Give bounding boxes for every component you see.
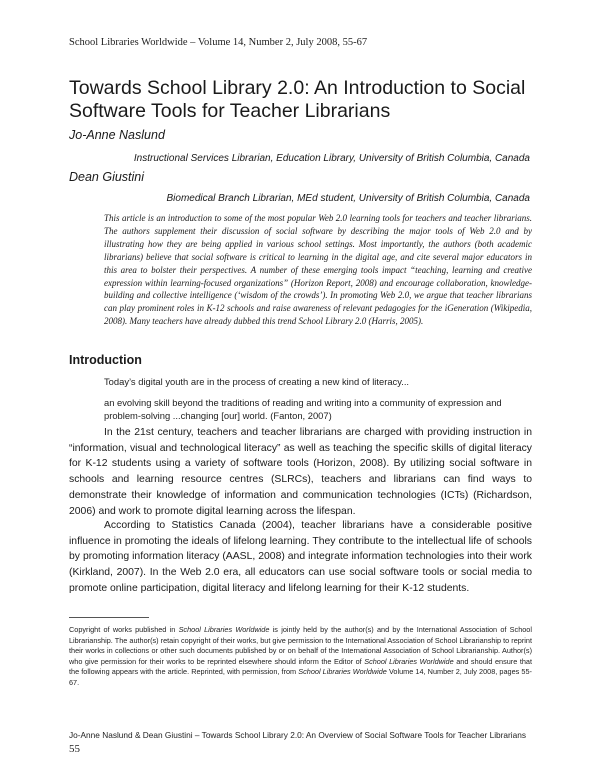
author-affiliation: Biomedical Branch Librarian, MEd student, University of British Columbia, Canada bbox=[166, 193, 530, 204]
copyright-text: Copyright of works published in bbox=[69, 625, 179, 634]
running-head: School Libraries Worldwide – Volume 14, Number 2, July 2008, 55-67 bbox=[69, 37, 368, 48]
copyright-text: and should ensure that the following appears with the article. Reprinted, with permission, from bbox=[69, 656, 532, 677]
article-title: Towards School Library 2.0: An Introduction to Social Software Tools for Teacher Librarians bbox=[69, 77, 526, 122]
section-heading: Introduction bbox=[69, 353, 142, 367]
body-paragraph: In the 21st century, teachers and teacher librarians are charged with providing instruction in “information, visual and technological literacy” as well as teaching the specific skills of digital literacy for K-12 students using a variety of software tools (Horizon, 2008). By utilizing social software in schools and learning resource centres (SLRCs), teachers and librarians can find ways to demonstrate their knowledge of information and communication technologies (ICTs) (Richardson, 2006) and work to promote digital learning across the lifespan. bbox=[69, 427, 532, 517]
abstract: This article is an introduction to some of the most popular Web 2.0 learning tools for teachers and teacher librarians. The authors supplement their discussion of social software by describing the major tools of Web 2.0 and by illustrating how they are being applied in various school settings. Most importantly, the authors (both academic librarians) believe that social software is critical to learning in the digital age, and cite several major educators in this area to bolster their perspectives. A number of these emerging tools impact “teaching, learning and creative expression within learning-focused organizations” (Horizon Report, 2008) and encourage collaboration, knowledge-building and collective intelligence (‘wisdom of the crowds’). In promoting Web 2.0, we argue that teacher librarians can play prominent roles in K-12 schools and raise awareness of relevant pedagogies for the iGeneration (Wikipedia, 2008). Many teachers have already dubbed this trend School Library 2.0 (Harris, 2005). bbox=[104, 213, 532, 327]
body-paragraph: According to Statistics Canada (2004), teacher librarians have a considerable positive influence in promoting the ideals of lifelong learning. They contribute to the intellectual life of schools by promoting information literacy (AASL, 2008) and integrate information technologies into their work (Kirkland, 2007). In the Web 2.0 era, all educators can use social software tools or social media to promote online participation, digital literacy and lifelong learning for their K-12 students. bbox=[69, 520, 532, 594]
copyright-notice bbox=[69, 625, 532, 689]
author-name: Jo-Anne Naslund bbox=[69, 128, 165, 142]
journal-name: School Libraries Worldwide bbox=[364, 656, 454, 666]
footnote-divider bbox=[69, 617, 149, 618]
epigraph-quote: an evolving skill beyond the traditions of reading and writing into a community of expression and problem-solving ...changing [our] world. (Fanton, 2007) bbox=[104, 397, 502, 421]
copyright-text: Volume 14, Number 2, July 2008, pages 55-67. bbox=[69, 667, 532, 687]
author-name: Dean Giustini bbox=[69, 170, 145, 184]
copyright-text: is jointly held by the author(s) and by the International Association of School Librarianship. The author(s) retain copyright of their works, but give permission to the International Association of School Librarianship to reprint their works in collections or other such documents published by or on behalf of the International Association of School Librarianship. Author(s) who give permission for their works to be reprinted elsewhere should inform the Editor of bbox=[69, 625, 532, 666]
author-affiliation: Instructional Services Librarian, Education Library, University of British Columbia, Canada bbox=[133, 153, 530, 164]
epigraph-line: Today’s digital youth are in the process of creating a new kind of literacy... bbox=[104, 376, 410, 387]
page-number: 55 bbox=[69, 743, 80, 755]
journal-name: School Libraries Worldwide bbox=[298, 667, 387, 677]
journal-name: School Libraries Worldwide bbox=[178, 625, 270, 634]
page-footer: Jo-Anne Naslund & Dean Giustini – Towards School Library 2.0: An Overview of Social Software Tools for Teacher Librarians bbox=[69, 730, 527, 740]
